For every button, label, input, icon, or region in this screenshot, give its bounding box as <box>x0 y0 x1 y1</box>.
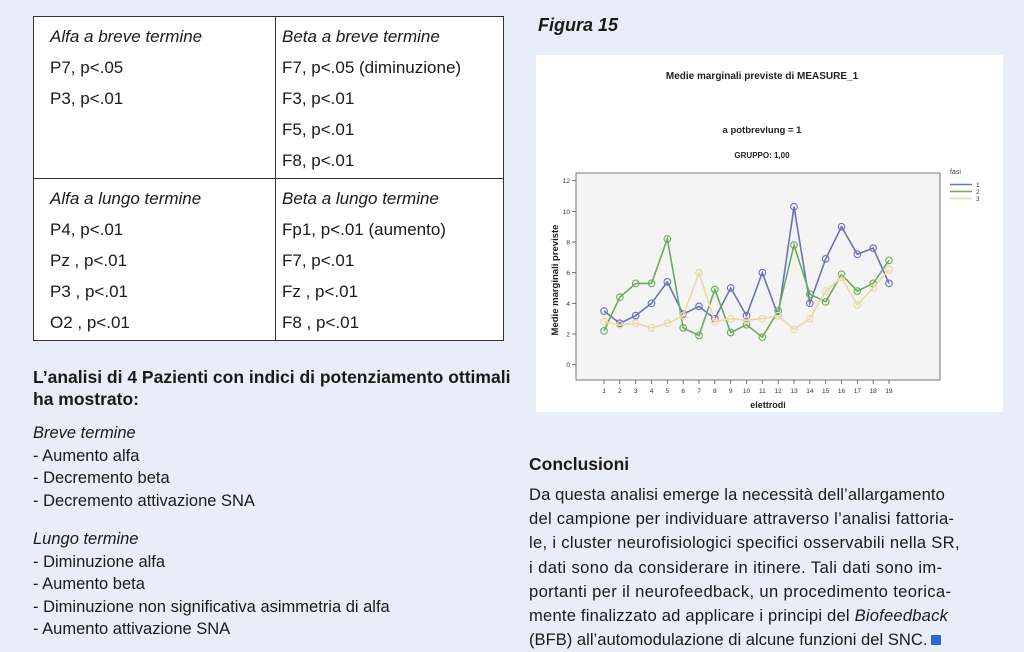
x-tick-label: 7 <box>697 388 701 395</box>
chart-subtitle: a potbrevlung = 1 <box>722 125 802 136</box>
analysis-heading: L’analisi di 4 Pazienti con indici di potenziamento ottimali ha mostrato: <box>33 367 511 409</box>
x-tick-label: 19 <box>885 388 893 395</box>
list-item: - Aumento alfa <box>33 446 140 465</box>
table-cell <box>276 17 504 179</box>
cell-heading: Beta a lungo termine <box>282 189 439 208</box>
text-fragment: (BFB) all’automodulazione di alcune funzioni del SNC. <box>529 630 928 650</box>
x-tick-label: 11 <box>758 388 766 395</box>
x-tick-label: 15 <box>822 388 830 395</box>
line-chart <box>536 55 1003 412</box>
figure-label: Figura 15 <box>538 15 619 35</box>
x-axis-label: elettrodi <box>750 400 786 410</box>
x-tick-label: 10 <box>742 388 751 395</box>
text-line <box>529 604 1005 628</box>
x-tick-label: 6 <box>681 388 685 395</box>
chart-figure <box>536 55 1003 412</box>
cell-item: P4, p<.01 <box>50 220 124 239</box>
long-term-title: Lungo termine <box>33 530 139 548</box>
legend-title: fasi <box>950 169 961 176</box>
text-line: portanti per il neurofeedback, un procedimento teorica- <box>529 581 952 601</box>
x-tick-label: 4 <box>649 388 654 395</box>
list-item: - Decremento attivazione SNA <box>33 491 255 510</box>
panel-title: GRUPPO: 1,00 <box>734 151 790 160</box>
list-item: - Decremento beta <box>33 469 170 487</box>
end-mark-square <box>931 635 941 645</box>
cell-item: F8 , p<.01 <box>282 313 360 332</box>
x-tick-label: 17 <box>853 388 861 395</box>
cell-heading: Beta a breve termine <box>282 27 440 46</box>
cell-item: F7, p<.01 <box>282 251 355 270</box>
y-tick-label: 10 <box>562 208 570 216</box>
legend-entry: 3 <box>976 196 980 203</box>
list-item: - Diminuzione non significativa asimmetria di alfa <box>33 597 390 616</box>
x-tick-label: 14 <box>806 388 814 395</box>
x-tick-label: 18 <box>869 388 877 395</box>
text-line: i dati sono da considerare in itinere. Tali dati sono im- <box>529 557 943 577</box>
list-item: - Diminuzione alfa <box>33 552 166 571</box>
short-term-title: Breve termine <box>33 424 136 442</box>
legend-entry: 2 <box>976 189 980 196</box>
x-tick-label: 3 <box>633 388 638 395</box>
cell-item: P3, p<.01 <box>50 89 124 108</box>
conclusions-text <box>529 483 1005 652</box>
y-tick-label: 4 <box>566 300 570 308</box>
cell-item: Pz , p<.01 <box>50 251 128 270</box>
plot-area <box>563 173 940 395</box>
chart-title: Medie marginali previste di MEASURE_1 <box>665 71 859 82</box>
x-tick-label: 5 <box>665 388 670 395</box>
cell-item: P3 , p<.01 <box>50 282 128 301</box>
y-tick-label: 0 <box>566 362 570 370</box>
text-fragment: mente finalizzato ad applicare i principi del <box>529 606 855 626</box>
x-tick-label: 16 <box>837 388 846 395</box>
short-term-list <box>33 422 255 512</box>
x-tick-label: 13 <box>790 388 798 395</box>
table-cell <box>34 179 276 341</box>
y-tick-label: 2 <box>566 331 570 339</box>
cell-item: O2 , p<.01 <box>50 313 130 332</box>
table-row <box>34 17 504 179</box>
y-tick-label: 8 <box>566 239 570 247</box>
list-item: - Aumento attivazione SNA <box>33 620 231 638</box>
cell-item: F8, p<.01 <box>282 151 355 170</box>
x-tick-label: 12 <box>774 388 782 395</box>
text-line <box>529 628 1005 652</box>
results-table <box>33 16 504 341</box>
long-term-list <box>33 528 390 641</box>
legend <box>950 182 980 203</box>
text-line: le, i cluster neurofisiologici specifici osservabili nella SR, <box>529 533 960 553</box>
biofeedback-term: Biofeedback <box>854 606 949 626</box>
cell-item: F5, p<.01 <box>282 120 355 139</box>
legend-entry: 1 <box>976 182 980 189</box>
cell-item: F7, p<.05 (diminuzione) <box>282 58 462 77</box>
cell-item: F3, p<.01 <box>282 89 355 108</box>
cell-item: Fz , p<.01 <box>282 282 359 301</box>
y-tick-label: 12 <box>562 178 570 186</box>
text-line: Da questa analisi emerge la necessità dell’allargamento <box>529 485 945 504</box>
cell-heading: Alfa a breve termine <box>50 27 203 46</box>
conclusions-heading: Conclusioni <box>529 454 630 474</box>
table-row <box>34 179 504 341</box>
list-item: - Aumento beta <box>33 575 145 593</box>
y-tick-label: 6 <box>566 270 570 278</box>
table-cell <box>276 179 504 341</box>
cell-item: P7, p<.05 <box>50 58 124 77</box>
cell-heading: Alfa a lungo termine <box>50 189 202 208</box>
text-line: del campione per individuare attraverso l’analisi fattoria- <box>529 509 955 529</box>
table-cell <box>34 17 276 179</box>
x-tick-label: 8 <box>713 388 717 395</box>
cell-item: Fp1, p<.01 (aumento) <box>282 220 446 239</box>
x-tick-label: 1 <box>602 388 606 395</box>
x-tick-label: 2 <box>618 388 622 395</box>
x-tick-label: 9 <box>728 388 733 395</box>
y-axis-label: Medie marginali previste <box>550 224 561 336</box>
